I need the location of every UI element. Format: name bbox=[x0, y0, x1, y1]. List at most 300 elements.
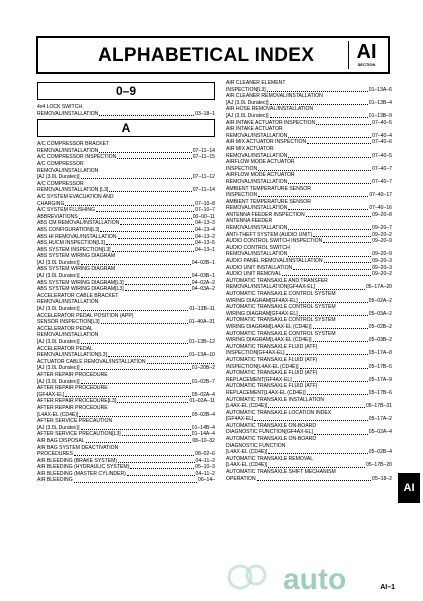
page-reference: 07–40–5 bbox=[372, 119, 392, 126]
index-entry[interactable] bbox=[37, 425, 215, 432]
index-entry[interactable] bbox=[226, 429, 392, 436]
entry-name: PROCEDURES bbox=[37, 451, 73, 458]
dot-leader bbox=[106, 244, 194, 245]
index-entry[interactable] bbox=[37, 339, 215, 346]
page-reference: 07–40–4 bbox=[372, 132, 392, 139]
index-entry[interactable] bbox=[226, 284, 392, 291]
entry-name: ANTENNA FEEDER INSPECTION bbox=[226, 211, 305, 218]
index-entry[interactable] bbox=[37, 379, 215, 386]
page-reference: 01–40A–31 bbox=[188, 319, 215, 326]
entry-name: AIR BLEEDING (HYDRAULIC SYSTEM) bbox=[37, 464, 130, 471]
entry-name: REMOVAL/INSTALLATION bbox=[226, 251, 288, 258]
page-reference: 09–20–7 bbox=[372, 225, 392, 232]
index-entry[interactable] bbox=[226, 120, 392, 127]
index-entry[interactable] bbox=[226, 258, 392, 265]
entry-name: REPLACEMENT[L4AX-EL (CD4E)] bbox=[226, 389, 306, 396]
index-entry[interactable] bbox=[226, 416, 392, 423]
entry-name: [AJ (3.0L Duratec)] bbox=[37, 259, 80, 266]
index-entry[interactable] bbox=[226, 311, 392, 318]
section-label: SECTION bbox=[357, 62, 376, 67]
index-heading-line: ANTENNA FEEDER bbox=[226, 218, 273, 225]
index-entry[interactable] bbox=[226, 377, 392, 384]
index-heading-line: AIRFLOW MODE ACTUATOR bbox=[226, 172, 295, 179]
page-reference: 05–17A–20 bbox=[365, 284, 392, 291]
dot-leader bbox=[307, 394, 368, 395]
index-entry[interactable] bbox=[37, 201, 215, 208]
entry-name: [AJ (3.0L Duratec)] bbox=[37, 306, 80, 313]
page-reference: 03–18–1 bbox=[195, 110, 215, 117]
index-heading-line: REMOVAL/INSTALLATION bbox=[37, 332, 99, 339]
page-reference: 07–11–12 bbox=[192, 174, 215, 181]
page-header bbox=[36, 36, 390, 74]
dot-leader bbox=[96, 211, 194, 212]
entry-name: REPLACEMENT[GF4AX-EL] bbox=[226, 376, 292, 383]
index-entry[interactable] bbox=[226, 238, 392, 245]
index-heading-line: AUTOMATIC TRANSAXLE CONTROL SYSTEM bbox=[226, 317, 336, 324]
entry-name: REMOVAL/INSTALLATION [L3] bbox=[37, 187, 109, 194]
dot-leader bbox=[288, 183, 371, 184]
entry-name: [AJ (3.0L Duratec)] bbox=[226, 99, 269, 106]
index-entry[interactable] bbox=[37, 247, 215, 254]
index-heading-line: AIR CLEANER REMOVAL/INSTALLATION bbox=[226, 93, 323, 100]
index-heading-line: AUTOMATIC TRANSAXLE FLUID (ATF) bbox=[226, 383, 318, 390]
index-entry[interactable] bbox=[226, 192, 392, 199]
page-reference: 04–11–2 bbox=[195, 470, 215, 477]
index-entry[interactable] bbox=[226, 139, 392, 146]
page-reference: 05–17A–9 bbox=[368, 376, 392, 383]
index-heading-line: 4x4 LOCK SWITCH bbox=[37, 104, 83, 110]
entry-name: REMOVAL/INSTALLATION bbox=[37, 147, 99, 154]
index-entry[interactable] bbox=[226, 232, 392, 239]
page-reference: 05–17B–31 bbox=[365, 403, 392, 410]
entry-name: INSPECTION bbox=[226, 165, 258, 172]
index-heading-line: AFTER REPAIR PROCEDURE bbox=[37, 385, 108, 392]
index-entry[interactable] bbox=[37, 365, 215, 372]
entry-name: AIR BLEEDING bbox=[37, 477, 73, 484]
index-heading-line: AIR HOSE REMOVAL/INSTALLATION bbox=[226, 106, 314, 113]
index-entry[interactable] bbox=[37, 464, 215, 471]
dot-leader bbox=[79, 218, 192, 219]
dot-leader bbox=[118, 462, 194, 463]
entry-name: ABS HI REMOVAL/INSTALLATION bbox=[37, 233, 117, 240]
entry-name: REMOVAL/INSTALLATION[GF4AX-EL] bbox=[226, 284, 315, 291]
dot-leader bbox=[313, 341, 368, 342]
dot-leader bbox=[282, 275, 371, 276]
dot-leader bbox=[81, 429, 191, 430]
index-heading-line: AUTOMATIC TRANSAXLE FLUID (ATF) bbox=[226, 343, 318, 350]
index-heading-line: AMBIENT TEMPERATURE SENSOR bbox=[226, 198, 311, 205]
index-heading-line: AUTOMATIC TRANSAXLE INSTALLATION bbox=[226, 396, 325, 403]
index-entry[interactable] bbox=[226, 100, 392, 107]
page-reference: 09–20–3 bbox=[372, 258, 392, 265]
dot-leader bbox=[293, 381, 368, 382]
index-entry[interactable] bbox=[37, 174, 215, 181]
index-entry[interactable] bbox=[37, 214, 215, 221]
page-title: ALPHABETICAL INDEX bbox=[98, 45, 315, 66]
entry-name: SENSOR INSPECTION[L3] bbox=[37, 319, 100, 326]
page-reference: 01–20B–2 bbox=[191, 365, 215, 372]
index-entry[interactable] bbox=[226, 324, 392, 331]
page-reference: 00–00–11 bbox=[192, 213, 215, 220]
index-heading-line: AUDIO CONTROL SWITCH bbox=[226, 244, 290, 251]
index-entry[interactable] bbox=[226, 225, 392, 232]
index-entry[interactable] bbox=[226, 265, 392, 272]
dot-leader bbox=[118, 238, 195, 239]
index-heading-line: AUTOMATIC TRANSAXLE FLUID (ATF) bbox=[226, 356, 318, 363]
watermark-logo bbox=[228, 555, 398, 595]
entry-name: [L4AX-EL (CD4E)] bbox=[226, 449, 268, 456]
index-entry[interactable] bbox=[37, 220, 215, 227]
dot-leader bbox=[108, 356, 188, 357]
entry-name: REMOVAL/INSTALLATION bbox=[226, 225, 288, 232]
page-reference: 09–20–3 bbox=[372, 264, 392, 271]
page-reference: 05–02A–2 bbox=[368, 297, 392, 304]
page-reference: 05–02A–4 bbox=[368, 429, 392, 436]
index-entry[interactable] bbox=[37, 154, 215, 161]
index-heading-line: ACCELERATOR CABLE BRACKET bbox=[37, 292, 119, 299]
index-column-right bbox=[226, 80, 392, 482]
index-heading-line: ACCELERATOR PEDAL POSITION (APP) bbox=[37, 312, 134, 319]
entry-name: REMOVAL/INSTALLATION bbox=[226, 152, 288, 159]
index-heading-line: A/C SYSTEM EVACUATION AND bbox=[37, 193, 114, 200]
index-heading-line: AUTOMATIC TRANSAXLE ON-BOARD bbox=[226, 422, 317, 429]
section-heading: 0–9 bbox=[37, 82, 215, 100]
page-reference: 08–02–6 bbox=[195, 451, 215, 458]
index-entry[interactable] bbox=[37, 148, 215, 155]
index-heading-line: AUTOMATIC TRANSAXLE REMOVAL bbox=[226, 455, 314, 462]
index-entry[interactable] bbox=[226, 113, 392, 120]
index-entry[interactable] bbox=[37, 260, 215, 267]
entry-name: REMOVAL/INSTALLATION bbox=[226, 132, 288, 139]
index-heading-line: AUTOMATIC TRANSAXLE CONTROL SYSTEM bbox=[226, 304, 336, 311]
index-entry[interactable] bbox=[37, 207, 215, 214]
dot-leader bbox=[268, 453, 367, 454]
entry-name: [AJ (3.0L Duratec)] bbox=[37, 378, 80, 385]
page-reference: 05–17A–8 bbox=[368, 350, 392, 357]
index-entry[interactable] bbox=[226, 179, 392, 186]
page-reference: 06–14– bbox=[198, 477, 215, 484]
index-entry[interactable] bbox=[226, 87, 392, 94]
entry-name: AFTER REPAIR PROCEDURE[L3] bbox=[37, 398, 117, 405]
index-entry[interactable] bbox=[37, 187, 215, 194]
dot-leader bbox=[316, 124, 371, 125]
page-reference: 05–03A–2 bbox=[368, 310, 392, 317]
dot-leader bbox=[99, 152, 191, 153]
entry-name: [AJ (3.0L Duratec)] bbox=[37, 424, 80, 431]
entry-name: AUDIO CONTROL SWITCH INSPECTION bbox=[226, 238, 323, 245]
dot-leader bbox=[122, 435, 191, 436]
dot-leader bbox=[79, 416, 190, 417]
page-reference: 05–18–2 bbox=[372, 475, 392, 482]
index-entry[interactable] bbox=[226, 212, 392, 219]
page-reference: 07–40–7 bbox=[372, 165, 392, 172]
page-reference: 09–20–2 bbox=[372, 271, 392, 278]
entry-name: AIR BLEEDING (BRAKE SYSTEM) bbox=[37, 457, 118, 464]
dot-leader bbox=[288, 229, 371, 230]
dot-leader bbox=[286, 354, 368, 355]
entry-name: REMOVAL/INSTALLATION bbox=[37, 110, 99, 117]
dot-leader bbox=[313, 236, 371, 237]
page-reference: 05–02B–2 bbox=[368, 323, 392, 330]
index-entry[interactable] bbox=[226, 476, 392, 483]
dot-leader bbox=[288, 256, 371, 257]
page-reference: 05–17B–5 bbox=[368, 363, 392, 370]
dot-leader bbox=[147, 363, 215, 364]
dot-leader bbox=[288, 209, 368, 210]
entry-name: WIRING DIAGRAM[GF4AX-EL] bbox=[226, 310, 298, 317]
page-reference: 04–13–4 bbox=[195, 226, 215, 233]
page-reference: 09–20–9 bbox=[372, 251, 392, 258]
entry-name: ABBREVIATIONS bbox=[37, 213, 78, 220]
index-heading-line: AIRFLOW MODE ACTUATOR bbox=[226, 159, 295, 166]
page-reference: 04–13–5 bbox=[195, 240, 215, 247]
dot-leader bbox=[267, 91, 368, 92]
page-reference: 01–14A–4 bbox=[191, 431, 215, 438]
entry-name: INSPECTION[L4AX-EL (CD4E)] bbox=[226, 363, 299, 370]
dot-leader bbox=[288, 157, 371, 158]
section-side-tab[interactable]: AI bbox=[398, 473, 420, 503]
index-entry[interactable] bbox=[37, 111, 215, 118]
index-entry[interactable] bbox=[37, 227, 215, 234]
dot-leader bbox=[324, 262, 372, 263]
index-entry[interactable] bbox=[37, 280, 215, 287]
dot-leader bbox=[120, 224, 194, 225]
watermark-text: auto bbox=[283, 563, 347, 595]
entry-name: REMOVAL/INSTALLATION bbox=[226, 178, 288, 185]
index-heading-line: ACCELERATOR PEDAL bbox=[37, 345, 93, 352]
index-entry[interactable] bbox=[226, 298, 392, 305]
dot-leader bbox=[74, 482, 197, 483]
index-entry[interactable] bbox=[37, 319, 215, 326]
index-entry[interactable] bbox=[226, 205, 392, 212]
page-reference: 09–20–2 bbox=[372, 231, 392, 238]
entry-name: AIR MIX ACTUATOR INSPECTION bbox=[226, 139, 307, 146]
index-heading-line: REMOVAL/INSTALLATION bbox=[37, 299, 99, 306]
entry-name: A/C SYSTEM FLUSHING bbox=[37, 207, 96, 214]
index-entry[interactable] bbox=[37, 286, 215, 293]
entry-name: REMOVAL/INSTALLATION[L3] bbox=[37, 352, 107, 359]
dot-leader bbox=[112, 251, 195, 252]
entry-name: [AJ (3.0L Duratec)] bbox=[226, 112, 269, 119]
index-heading-line: AIR CLEANER ELEMENT bbox=[226, 80, 286, 86]
page-reference: 07–40–17 bbox=[369, 192, 392, 199]
dot-leader bbox=[100, 231, 194, 232]
index-entry[interactable] bbox=[37, 306, 215, 313]
index-entry[interactable] bbox=[226, 153, 392, 160]
index-entry[interactable] bbox=[226, 350, 392, 357]
page-reference: 04–13–3 bbox=[195, 220, 215, 227]
dot-leader bbox=[257, 480, 372, 481]
dot-leader bbox=[81, 264, 191, 265]
index-heading-line: AMBIENT TEMPERATURE SENSOR bbox=[226, 185, 311, 192]
index-heading-line: AUTOMATIC TRANSAXLE AND TRANSFER bbox=[226, 277, 328, 284]
index-entry[interactable] bbox=[226, 271, 392, 278]
entry-name: [GF4AX-EL] bbox=[37, 391, 65, 398]
dot-leader bbox=[74, 455, 194, 456]
page-reference: 07–10–7 bbox=[195, 207, 215, 214]
page-reference: 07–40–5 bbox=[372, 152, 392, 159]
index-entry[interactable] bbox=[226, 403, 392, 410]
index-heading-line: AUTOMATIC TRANSAXLE ON-BOARD bbox=[226, 436, 317, 443]
index-heading-line: DIAGNOSTIC FUNCTION bbox=[226, 442, 286, 449]
dot-leader bbox=[288, 137, 371, 138]
entry-name: ABS HUCM INSPECTION[L3] bbox=[37, 240, 105, 247]
dot-leader bbox=[81, 310, 189, 311]
page-reference: 05–03B–2 bbox=[368, 337, 392, 344]
dot-leader bbox=[293, 269, 371, 270]
page-reference: 05–17B–20 bbox=[365, 462, 392, 469]
page-reference: 04–02A–2 bbox=[191, 279, 215, 286]
index-entry[interactable] bbox=[37, 477, 215, 484]
index-entry[interactable] bbox=[37, 438, 215, 445]
page-reference: 01–13B–11 bbox=[189, 306, 215, 313]
index-entry[interactable] bbox=[37, 451, 215, 458]
dot-leader bbox=[299, 315, 368, 316]
entry-name: OPERATION bbox=[226, 475, 256, 482]
index-entry[interactable] bbox=[37, 359, 215, 366]
dot-leader bbox=[254, 420, 367, 421]
dot-leader bbox=[117, 158, 191, 159]
entry-name: REMOVAL/INSTALLATION bbox=[226, 205, 288, 212]
page-reference: 04–13–1 bbox=[195, 246, 215, 253]
entry-name: [L4AX-EL (CD4E)] bbox=[226, 403, 268, 410]
page-reference: 01–13B–12 bbox=[188, 339, 215, 345]
index-entry[interactable] bbox=[37, 392, 215, 399]
section-badge bbox=[348, 41, 384, 69]
index-entry[interactable] bbox=[37, 431, 215, 438]
entry-name: [AJ (3.0L Duratec)] bbox=[37, 273, 80, 280]
dot-leader bbox=[306, 216, 371, 217]
page-reference: 01–02B–7 bbox=[191, 378, 215, 385]
dot-leader bbox=[86, 442, 192, 443]
page-reference: 07–40–7 bbox=[372, 178, 392, 185]
dot-leader bbox=[299, 302, 368, 303]
index-entry[interactable] bbox=[226, 166, 392, 173]
index-heading-line: AUTOMATIC TRANSAXLE FLUID (ATF) bbox=[226, 370, 318, 377]
page-reference: 04–13–2 bbox=[195, 233, 215, 240]
dot-leader bbox=[313, 328, 368, 329]
entry-name: [L4AX-EL (CD4E)] bbox=[37, 411, 79, 418]
dot-leader bbox=[99, 115, 194, 116]
index-entry[interactable] bbox=[226, 251, 392, 258]
section-heading: A bbox=[37, 119, 215, 137]
entry-name: AUDIO UNIT INSTALLATION bbox=[226, 264, 293, 271]
entry-name: WIRING DIAGRAM[L4AX-EL (CD4E)] bbox=[226, 323, 312, 330]
index-entry[interactable] bbox=[226, 337, 392, 344]
entry-name: ABS SYSTEM WIRING DIAGRAM[L3] bbox=[37, 286, 124, 293]
dot-leader bbox=[268, 467, 365, 468]
dot-leader bbox=[300, 368, 368, 369]
index-entry[interactable] bbox=[226, 390, 392, 397]
index-entry[interactable] bbox=[226, 462, 392, 469]
entry-name: ANTI-THEFT SYSTEM (AUDIO UNIT) bbox=[226, 231, 313, 238]
index-entry[interactable] bbox=[37, 273, 215, 280]
entry-name: [AJ (3.0L Duratec)] bbox=[37, 365, 80, 372]
entry-name: CHARGING bbox=[37, 200, 65, 207]
index-heading-line: AFTER REPAIR PROCEDURE bbox=[37, 404, 108, 411]
dot-leader bbox=[307, 143, 371, 144]
page-reference: 07–11–14 bbox=[192, 187, 215, 194]
index-heading-line: A/C COMPRESSOR bbox=[37, 180, 84, 187]
dot-leader bbox=[127, 475, 195, 476]
entry-name: DIAGNOSTIC FUNCTION[GF4AX-EL] bbox=[226, 429, 313, 436]
index-entry[interactable] bbox=[226, 133, 392, 140]
index-entry[interactable] bbox=[37, 471, 215, 478]
entry-name: ABS CONFIGURATION[L3] bbox=[37, 226, 100, 233]
dot-leader bbox=[125, 284, 191, 285]
entry-name: [GF4AX-EL] bbox=[226, 416, 254, 423]
page-reference: 01–13B–4 bbox=[368, 99, 392, 106]
index-entry[interactable] bbox=[37, 352, 215, 359]
page-reference: 04–02B–1 bbox=[191, 259, 215, 266]
dot-leader bbox=[81, 383, 191, 384]
index-heading-line: A/C COMPRESSOR bbox=[37, 160, 84, 167]
page-reference: 08–10–32 bbox=[192, 437, 215, 444]
index-heading-line: AUTOMATIC TRANSAXLE LOCATION INDEX bbox=[226, 409, 332, 416]
entry-name: ACTUATOR CABLE REMOVAL/INSTALLATION bbox=[37, 358, 146, 365]
dot-leader bbox=[81, 178, 192, 179]
index-entry[interactable] bbox=[37, 398, 215, 405]
page-reference: 01–14B–4 bbox=[191, 424, 215, 431]
page-reference: 07–11–14 bbox=[192, 147, 215, 154]
entry-name: INSPECTION bbox=[226, 192, 258, 199]
page-reference: 07–11–15 bbox=[192, 154, 215, 161]
dot-leader bbox=[270, 104, 368, 105]
dot-leader bbox=[270, 117, 368, 118]
entry-name: WIRING DIAGRAM[GF4AX-EL] bbox=[226, 297, 298, 304]
page-reference: 07–40–16 bbox=[369, 205, 392, 212]
entry-name: AUDIO PANEL REMOVAL/INSTALLATION bbox=[226, 258, 323, 265]
dot-leader bbox=[323, 242, 371, 243]
index-entry[interactable] bbox=[226, 364, 392, 371]
entry-name: A/C COMPRESSOR INSPECTION bbox=[37, 154, 117, 161]
entry-name: INSPECTION[L3] bbox=[226, 86, 266, 93]
dot-leader bbox=[81, 277, 191, 278]
index-entry[interactable] bbox=[37, 240, 215, 247]
section-code: AI bbox=[356, 41, 377, 63]
index-heading-line: REMOVAL/INSTALLATION bbox=[37, 167, 99, 174]
index-entry[interactable] bbox=[37, 234, 215, 241]
entry-name: AUDIO UNIT REMOVAL bbox=[226, 271, 282, 278]
index-entry[interactable] bbox=[37, 458, 215, 465]
page-reference: 09–20–8 bbox=[372, 211, 392, 218]
index-heading-line: AUTOMATIC TRANSAXLE CONTROL SYSTEM bbox=[226, 291, 336, 297]
index-heading-line: AFTER REPAIR PROCEDURE bbox=[37, 371, 108, 378]
dot-leader bbox=[117, 402, 188, 403]
dot-leader bbox=[258, 170, 371, 171]
dot-leader bbox=[130, 468, 194, 469]
dot-leader bbox=[109, 191, 191, 192]
page-reference: 05–02B–4 bbox=[368, 449, 392, 456]
index-heading-line: ABS SYSTEM WIRING DIAGRAM bbox=[37, 266, 116, 273]
index-entry[interactable] bbox=[226, 449, 392, 456]
entry-name: AIR INTAKE ACTUATOR INSPECTION bbox=[226, 119, 316, 126]
dot-leader bbox=[268, 407, 365, 408]
entry-name: ABS SYSTEM INSPECTION[L3] bbox=[37, 246, 111, 253]
page-reference: 04–03A–2 bbox=[191, 286, 215, 293]
index-heading-line: AFTER SERVICE PRECAUTION bbox=[37, 418, 113, 425]
page-reference: 09–20–9 bbox=[372, 238, 392, 245]
index-column-left bbox=[37, 80, 215, 484]
page-reference: 05–17B–6 bbox=[368, 389, 392, 396]
page-reference: 05–02B–4 bbox=[191, 411, 215, 418]
dot-leader bbox=[81, 369, 191, 370]
entry-name: INSPECTION[GF4AX-EL] bbox=[226, 350, 285, 357]
page-reference: 01–13A–6 bbox=[368, 86, 392, 93]
entry-name: [L4AX-EL (CD4E)] bbox=[226, 462, 268, 469]
page-reference: 05–17A–2 bbox=[368, 416, 392, 423]
index-entry[interactable] bbox=[37, 412, 215, 419]
